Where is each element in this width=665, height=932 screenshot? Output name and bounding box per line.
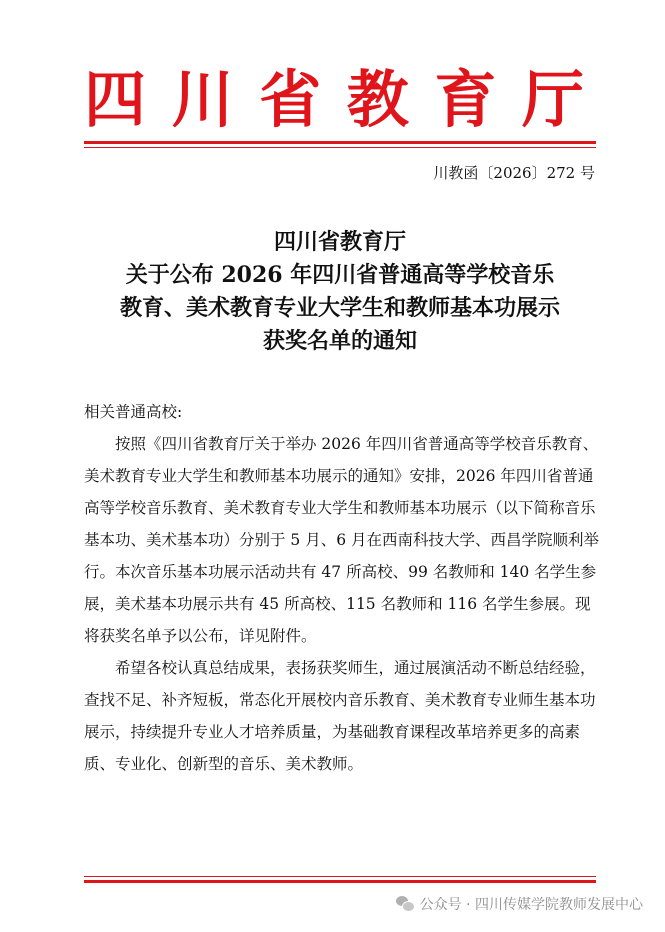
document-title [60, 226, 620, 358]
title-line: 获奖名单的通知 [262, 328, 417, 354]
watermark [396, 894, 643, 914]
masthead-char: 育 [434, 63, 497, 136]
salutation: 相关普通高校: [84, 403, 183, 421]
masthead-char: 教 [346, 63, 409, 136]
title-line: 四川省教育厅 [273, 229, 406, 255]
footer-rule-thick [84, 880, 596, 883]
wechat-icon [396, 896, 414, 912]
header-rule-thin [84, 147, 596, 148]
masthead-char: 四 [84, 63, 147, 136]
header-rule-thick [84, 141, 596, 144]
masthead [84, 62, 584, 138]
body-paragraph: 希望各校认真总结成果，表扬获奖师生，通过展演活动不断总结经验，查找不足、补齐短板，常态化开展校内音乐教育、美术教育专业师生基本功展示，持续提升专业人才培养质量，为基础教育课程改革培养更多的高素质、专业化、创新型的音乐、美术教师。 [84, 659, 596, 773]
watermark-text: 公众号 · 四川传媒学院教师发展中心 [419, 897, 643, 913]
masthead-char: 厅 [521, 63, 584, 136]
title-line: 关于公布 2026 年四川省普通高等学校音乐 [125, 262, 555, 288]
footer-rule-thin [84, 876, 596, 877]
body-paragraph: 按照《四川省教育厅关于举办 2026 年四川省普通高等学校音乐教育、美术教育专业大学生和教师基本功展示的通知》安排，2026 年四川省普通高等学校音乐教育、美术教育专业大学生和教师基本功展示（以下简称音乐基本功、美术基本功）分别于 5 月、6 月在西南科技大学、西昌学院顺利举行。本次音乐基本功展示活动共有 47 所高校、99 名教师和 140 名学生参展，美术基本功展示共有 45 所高校、115 名教师和 116 名学生参展。现将获奖名单予以公布，详见附件。 [84, 435, 600, 645]
masthead-char: 川 [171, 63, 234, 136]
masthead-char: 省 [259, 63, 322, 136]
document-number: 川教函〔2026〕272 号 [433, 164, 595, 182]
title-line: 教育、美术教育专业大学生和教师基本功展示 [119, 295, 560, 321]
document-body [84, 396, 602, 780]
